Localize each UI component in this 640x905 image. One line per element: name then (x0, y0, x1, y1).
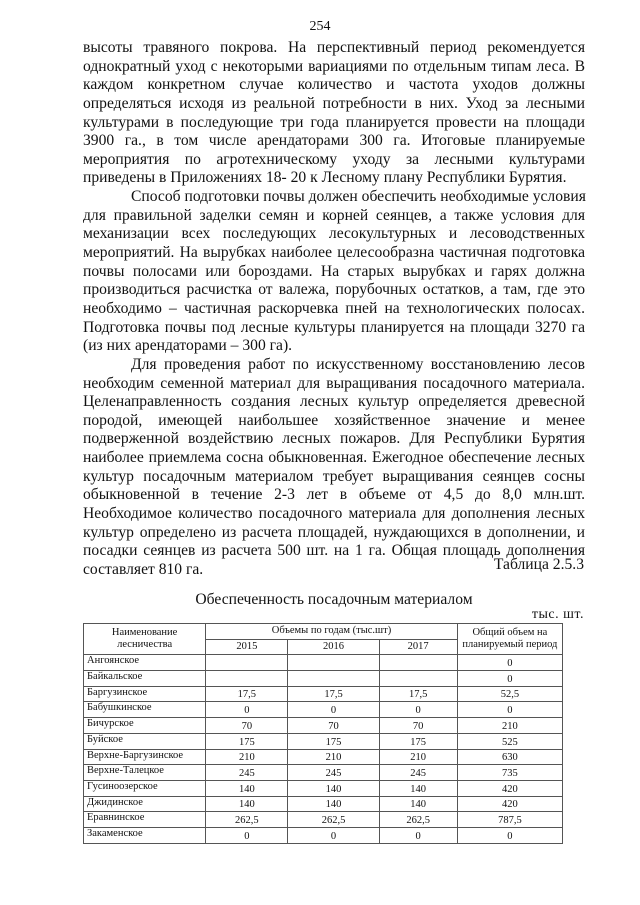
value-2017-cell: 17,5 (379, 686, 457, 702)
text-line: Для проведения работ по искусственному восстановлению лесов (131, 355, 585, 373)
text-line: мероприятий. На вырубках наиболее целесообразна частичная подготовка (83, 244, 585, 262)
table-row (84, 702, 563, 718)
text-line: Необходимое количество посадочного материала для дополнения лесных (83, 505, 585, 523)
value-2016-cell: 175 (288, 733, 379, 749)
value-2017-cell: 70 (379, 718, 457, 734)
text-line: 3900 га., в том числе арендаторами 300 га. Итоговые планируемые (83, 132, 585, 150)
value-2016-cell: 0 (288, 827, 379, 843)
forestry-name-cell: Закаменское (84, 827, 206, 843)
table-row (84, 655, 563, 671)
value-2017-cell: 262,5 (379, 812, 457, 828)
total-cell: 420 (457, 780, 562, 796)
body-text (83, 39, 585, 580)
value-2015-cell: 0 (206, 827, 288, 843)
header-year: 2017 (379, 639, 457, 655)
planting-material-table (83, 623, 563, 844)
total-cell: 0 (457, 671, 562, 687)
total-cell: 787,5 (457, 812, 562, 828)
table-row (84, 780, 563, 796)
table-row (84, 733, 563, 749)
value-2017-cell: 0 (379, 702, 457, 718)
total-cell: 420 (457, 796, 562, 812)
header-forestry-name: Наименование лесничества (84, 624, 206, 655)
forestry-name-cell: Верхне-Баргузинское (84, 749, 206, 765)
table-row (84, 718, 563, 734)
table-units: тыс. шт. (531, 607, 584, 622)
value-2015-cell: 140 (206, 796, 288, 812)
value-2017-cell (379, 655, 457, 671)
header-years-group: Объемы по годам (тыс.шт) (206, 624, 458, 640)
text-line: (из них арендаторами – 300 га). (83, 337, 293, 355)
total-cell: 0 (457, 702, 562, 718)
value-2016-cell: 140 (288, 780, 379, 796)
forestry-name-cell: Ангоянское (84, 655, 206, 671)
value-2016-cell: 245 (288, 765, 379, 781)
text-line: культур определено из расчета площадей, нуждающихся в дополнении, и (83, 523, 585, 541)
total-cell: 525 (457, 733, 562, 749)
forestry-name-cell: Бичурское (84, 718, 206, 734)
table-number: Таблица 2.5.3 (493, 556, 584, 573)
forestry-name-cell: Верхне-Талецкое (84, 765, 206, 781)
value-2016-cell (288, 671, 379, 687)
forestry-name-cell: Байкальское (84, 671, 206, 687)
value-2016-cell (288, 655, 379, 671)
total-cell: 52,5 (457, 686, 562, 702)
value-2015-cell: 140 (206, 780, 288, 796)
header-year: 2015 (206, 639, 288, 655)
text-line: культур посадочным материалом требует выращивания сеянцев сосны (83, 467, 585, 485)
value-2017-cell: 245 (379, 765, 457, 781)
value-2015-cell: 175 (206, 733, 288, 749)
value-2017-cell: 140 (379, 796, 457, 812)
text-line: породой, имеющей наибольшее хозяйственное значение и менее (83, 411, 585, 429)
total-cell: 0 (457, 655, 562, 671)
text-line: механизации всех последующих лесокультурных и лесоводственных (83, 225, 585, 243)
text-line: Подготовка почвы под лесные культуры планируется на площади 3270 га (83, 318, 585, 336)
text-line: обыкновенной в течение 2-3 лет в объеме от 4,5 до 8,0 млн.шт. (83, 486, 585, 504)
table-row (84, 796, 563, 812)
value-2015-cell: 17,5 (206, 686, 288, 702)
page-number: 254 (309, 19, 331, 34)
value-2017-cell (379, 671, 457, 687)
text-line: наиболее приемлема сосна обыкновенная. Ежегодное обеспечение лесных (83, 449, 585, 467)
value-2016-cell: 262,5 (288, 812, 379, 828)
forestry-name-cell: Бабушкинское (84, 702, 206, 718)
forestry-name-cell: Джидинское (84, 796, 206, 812)
value-2016-cell: 140 (288, 796, 379, 812)
total-cell: 0 (457, 827, 562, 843)
forestry-name-cell: Буйское (84, 733, 206, 749)
value-2015-cell: 262,5 (206, 812, 288, 828)
value-2017-cell: 140 (379, 780, 457, 796)
value-2015-cell: 245 (206, 765, 288, 781)
text-line: Способ подготовки почвы должен обеспечить необходимые условия (131, 188, 586, 206)
text-line: приведены в Приложениях 18- 20 к Лесному плану Республики Бурятия. (83, 169, 567, 187)
value-2016-cell: 0 (288, 702, 379, 718)
table-row (84, 686, 563, 702)
table-row (84, 749, 563, 765)
text-line: культурами в последующие три года планируется провести на площади (83, 113, 585, 131)
value-2017-cell: 175 (379, 733, 457, 749)
text-line: высоты травяного покрова. На перспективный период рекомендуется (83, 39, 585, 56)
forestry-name-cell: Баргузинское (84, 686, 206, 702)
total-cell: 630 (457, 749, 562, 765)
value-2016-cell: 17,5 (288, 686, 379, 702)
text-line: мероприятия по агротехническому уходу за лесными культурами (83, 150, 585, 168)
total-cell: 735 (457, 765, 562, 781)
text-line: однократный уход с некоторыми вариациями по отдельным типам леса. В (83, 57, 585, 75)
total-cell: 210 (457, 718, 562, 734)
value-2017-cell: 210 (379, 749, 457, 765)
header-year: 2016 (288, 639, 379, 655)
text-line: почвы полосами или бороздами. На старых вырубках и гарях должна (83, 262, 585, 280)
forestry-name-cell: Гусиноозерское (84, 780, 206, 796)
text-line: необходимо – частичная раскорчевка пней на технологических полосах. (83, 299, 585, 317)
value-2015-cell (206, 655, 288, 671)
table-row (84, 812, 563, 828)
text-line: Целенаправленность создания лесных культур определяется древесной (83, 393, 585, 411)
table-row (84, 765, 563, 781)
text-line: каждом конкретном случае количество и частота уходов должны (83, 76, 585, 94)
value-2015-cell: 210 (206, 749, 288, 765)
table-title: Обеспеченность посадочным материалом (195, 591, 473, 608)
value-2015-cell: 0 (206, 702, 288, 718)
value-2015-cell (206, 671, 288, 687)
value-2017-cell: 0 (379, 827, 457, 843)
value-2015-cell: 70 (206, 718, 288, 734)
text-line: посадки сеянцев из расчета 500 шт. на 1 га. Общая площадь дополнения (83, 542, 585, 560)
table-row (84, 671, 563, 687)
value-2016-cell: 210 (288, 749, 379, 765)
header-total: Общий объем на планируемый период (457, 624, 562, 655)
table-row (84, 827, 563, 843)
text-line: производиться расчистка от валежа, порубочных остатков, а там, где это (83, 281, 585, 299)
value-2016-cell: 70 (288, 718, 379, 734)
text-line: необходим семенной материал для выращивания посадочного материала. (83, 374, 585, 392)
text-line: определяться исходя из реальной потребности в них. Уход за лесными (83, 94, 585, 112)
text-line: составляет 810 га. (83, 560, 204, 578)
text-line: подверженной воздействию лесных пожаров. Для Республики Бурятия (83, 430, 585, 448)
text-line: для правильной заделки семян и корней сеянцев, а также условия для (83, 206, 585, 224)
forestry-name-cell: Еравнинское (84, 812, 206, 828)
